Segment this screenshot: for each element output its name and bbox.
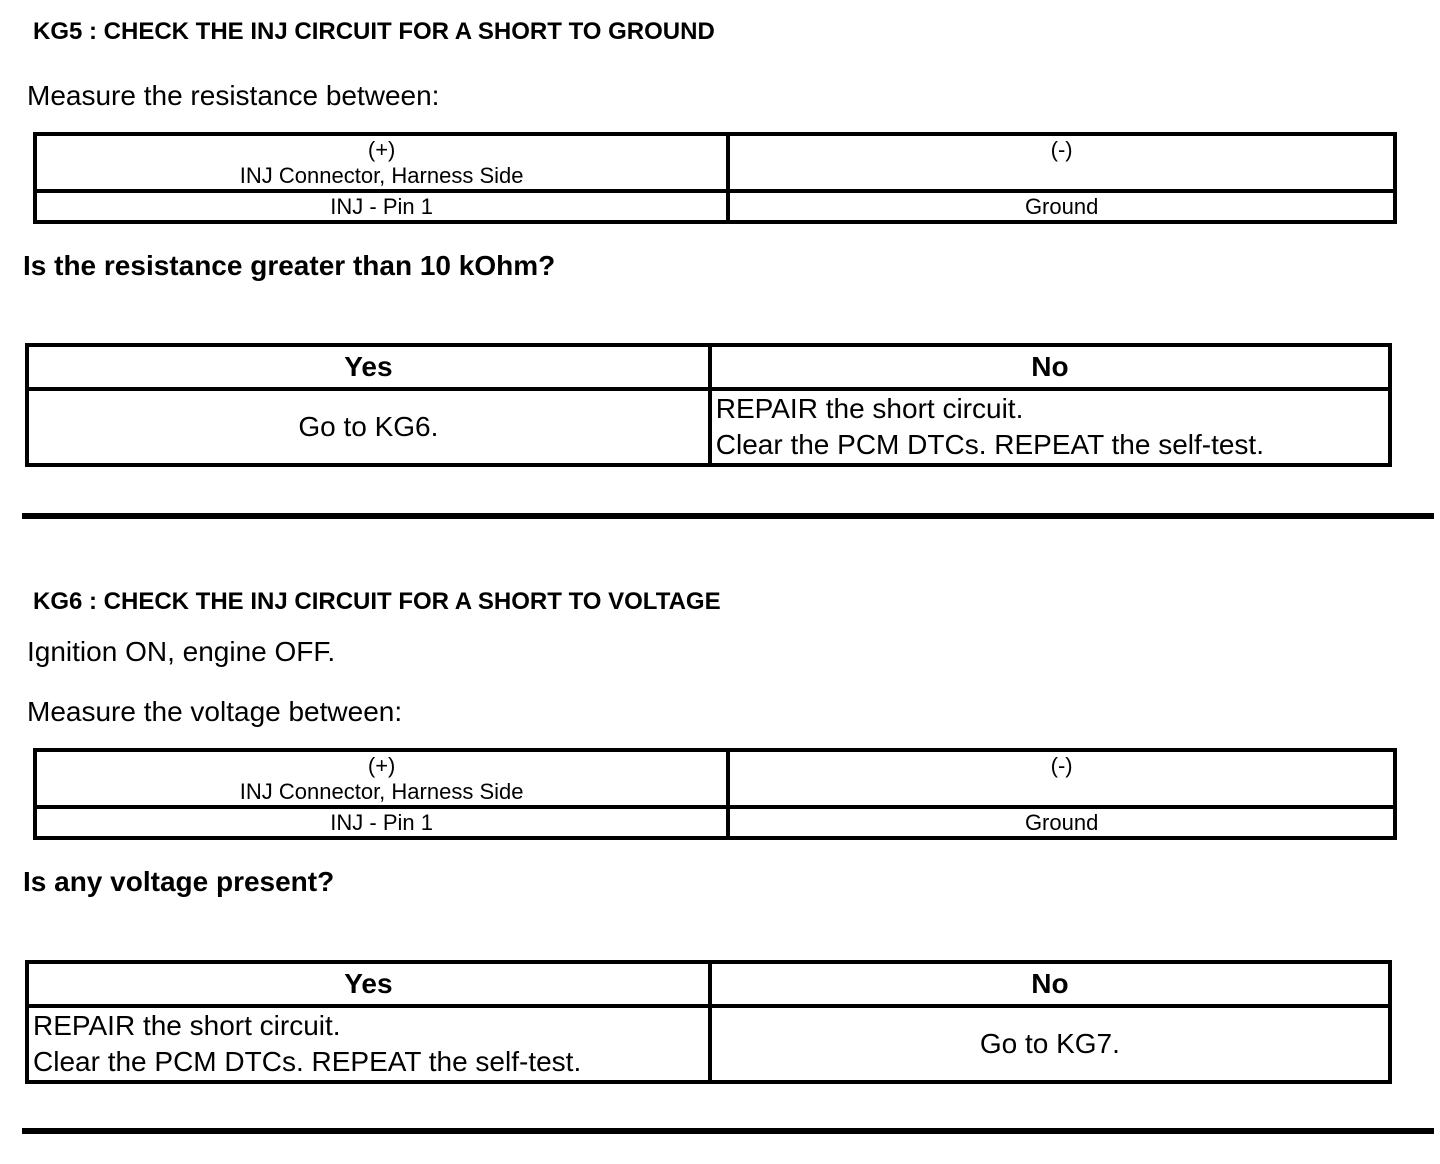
instruction-text: Ignition ON, engine OFF. xyxy=(27,636,336,667)
ground-cell: Ground xyxy=(728,191,1395,222)
no-header-cell: No xyxy=(710,345,1390,389)
positive-lead-header xyxy=(35,134,728,191)
negative-sign: (-) xyxy=(1050,137,1073,162)
measurement-points-table xyxy=(33,132,1397,224)
step-title: KG6 : CHECK THE INJ CIRCUIT FOR A SHORT TO VOLTAGE xyxy=(33,588,721,615)
positive-pin-cell: INJ - Pin 1 xyxy=(35,191,728,222)
instruction-text: Measure the voltage between: xyxy=(27,696,403,727)
no-action-line: REPAIR the short circuit. xyxy=(715,393,1024,424)
negative-lead-header xyxy=(728,134,1395,191)
table-row xyxy=(27,345,1390,389)
no-action-line: Clear the PCM DTCs. REPEAT the self-test. xyxy=(715,429,1264,460)
table-row xyxy=(35,750,1395,807)
instruction-text: Measure the resistance between: xyxy=(27,80,440,111)
yes-action-line: REPAIR the short circuit. xyxy=(33,1010,341,1041)
decision-question: Is the resistance greater than 10 kOhm? xyxy=(23,250,556,281)
no-action-cell: Go to KG7. xyxy=(710,1006,1390,1082)
step-title: KG5 : CHECK THE INJ CIRCUIT FOR A SHORT TO GROUND xyxy=(33,18,715,45)
positive-source-label: INJ Connector, Harness Side xyxy=(239,163,524,188)
table-row xyxy=(35,191,1395,222)
ground-cell: Ground xyxy=(728,807,1395,838)
positive-source-label: INJ Connector, Harness Side xyxy=(239,779,524,804)
no-action-cell xyxy=(710,389,1390,465)
table-row xyxy=(35,807,1395,838)
pinpoint-step-kg5 xyxy=(0,18,1440,519)
section-divider xyxy=(22,1128,1434,1134)
decision-table xyxy=(25,960,1392,1084)
pinpoint-step-kg6 xyxy=(0,588,1440,1134)
table-row xyxy=(35,134,1395,191)
table-row xyxy=(27,962,1390,1006)
section-divider xyxy=(22,513,1434,519)
decision-table xyxy=(25,343,1392,467)
negative-lead-header xyxy=(728,750,1395,807)
no-header-cell: No xyxy=(710,962,1390,1006)
table-row xyxy=(27,1006,1390,1082)
positive-lead-header xyxy=(35,750,728,807)
positive-sign: (+) xyxy=(367,137,396,162)
yes-action-line: Clear the PCM DTCs. REPEAT the self-test. xyxy=(33,1046,582,1077)
yes-action-cell: Go to KG6. xyxy=(27,389,710,465)
yes-header-cell: Yes xyxy=(27,962,710,1006)
table-row xyxy=(27,389,1390,465)
yes-action-cell xyxy=(27,1006,710,1082)
decision-question: Is any voltage present? xyxy=(23,866,335,897)
positive-pin-cell: INJ - Pin 1 xyxy=(35,807,728,838)
yes-header-cell: Yes xyxy=(27,345,710,389)
measurement-points-table xyxy=(33,748,1397,840)
positive-sign: (+) xyxy=(367,753,396,778)
negative-sign: (-) xyxy=(1050,753,1073,778)
